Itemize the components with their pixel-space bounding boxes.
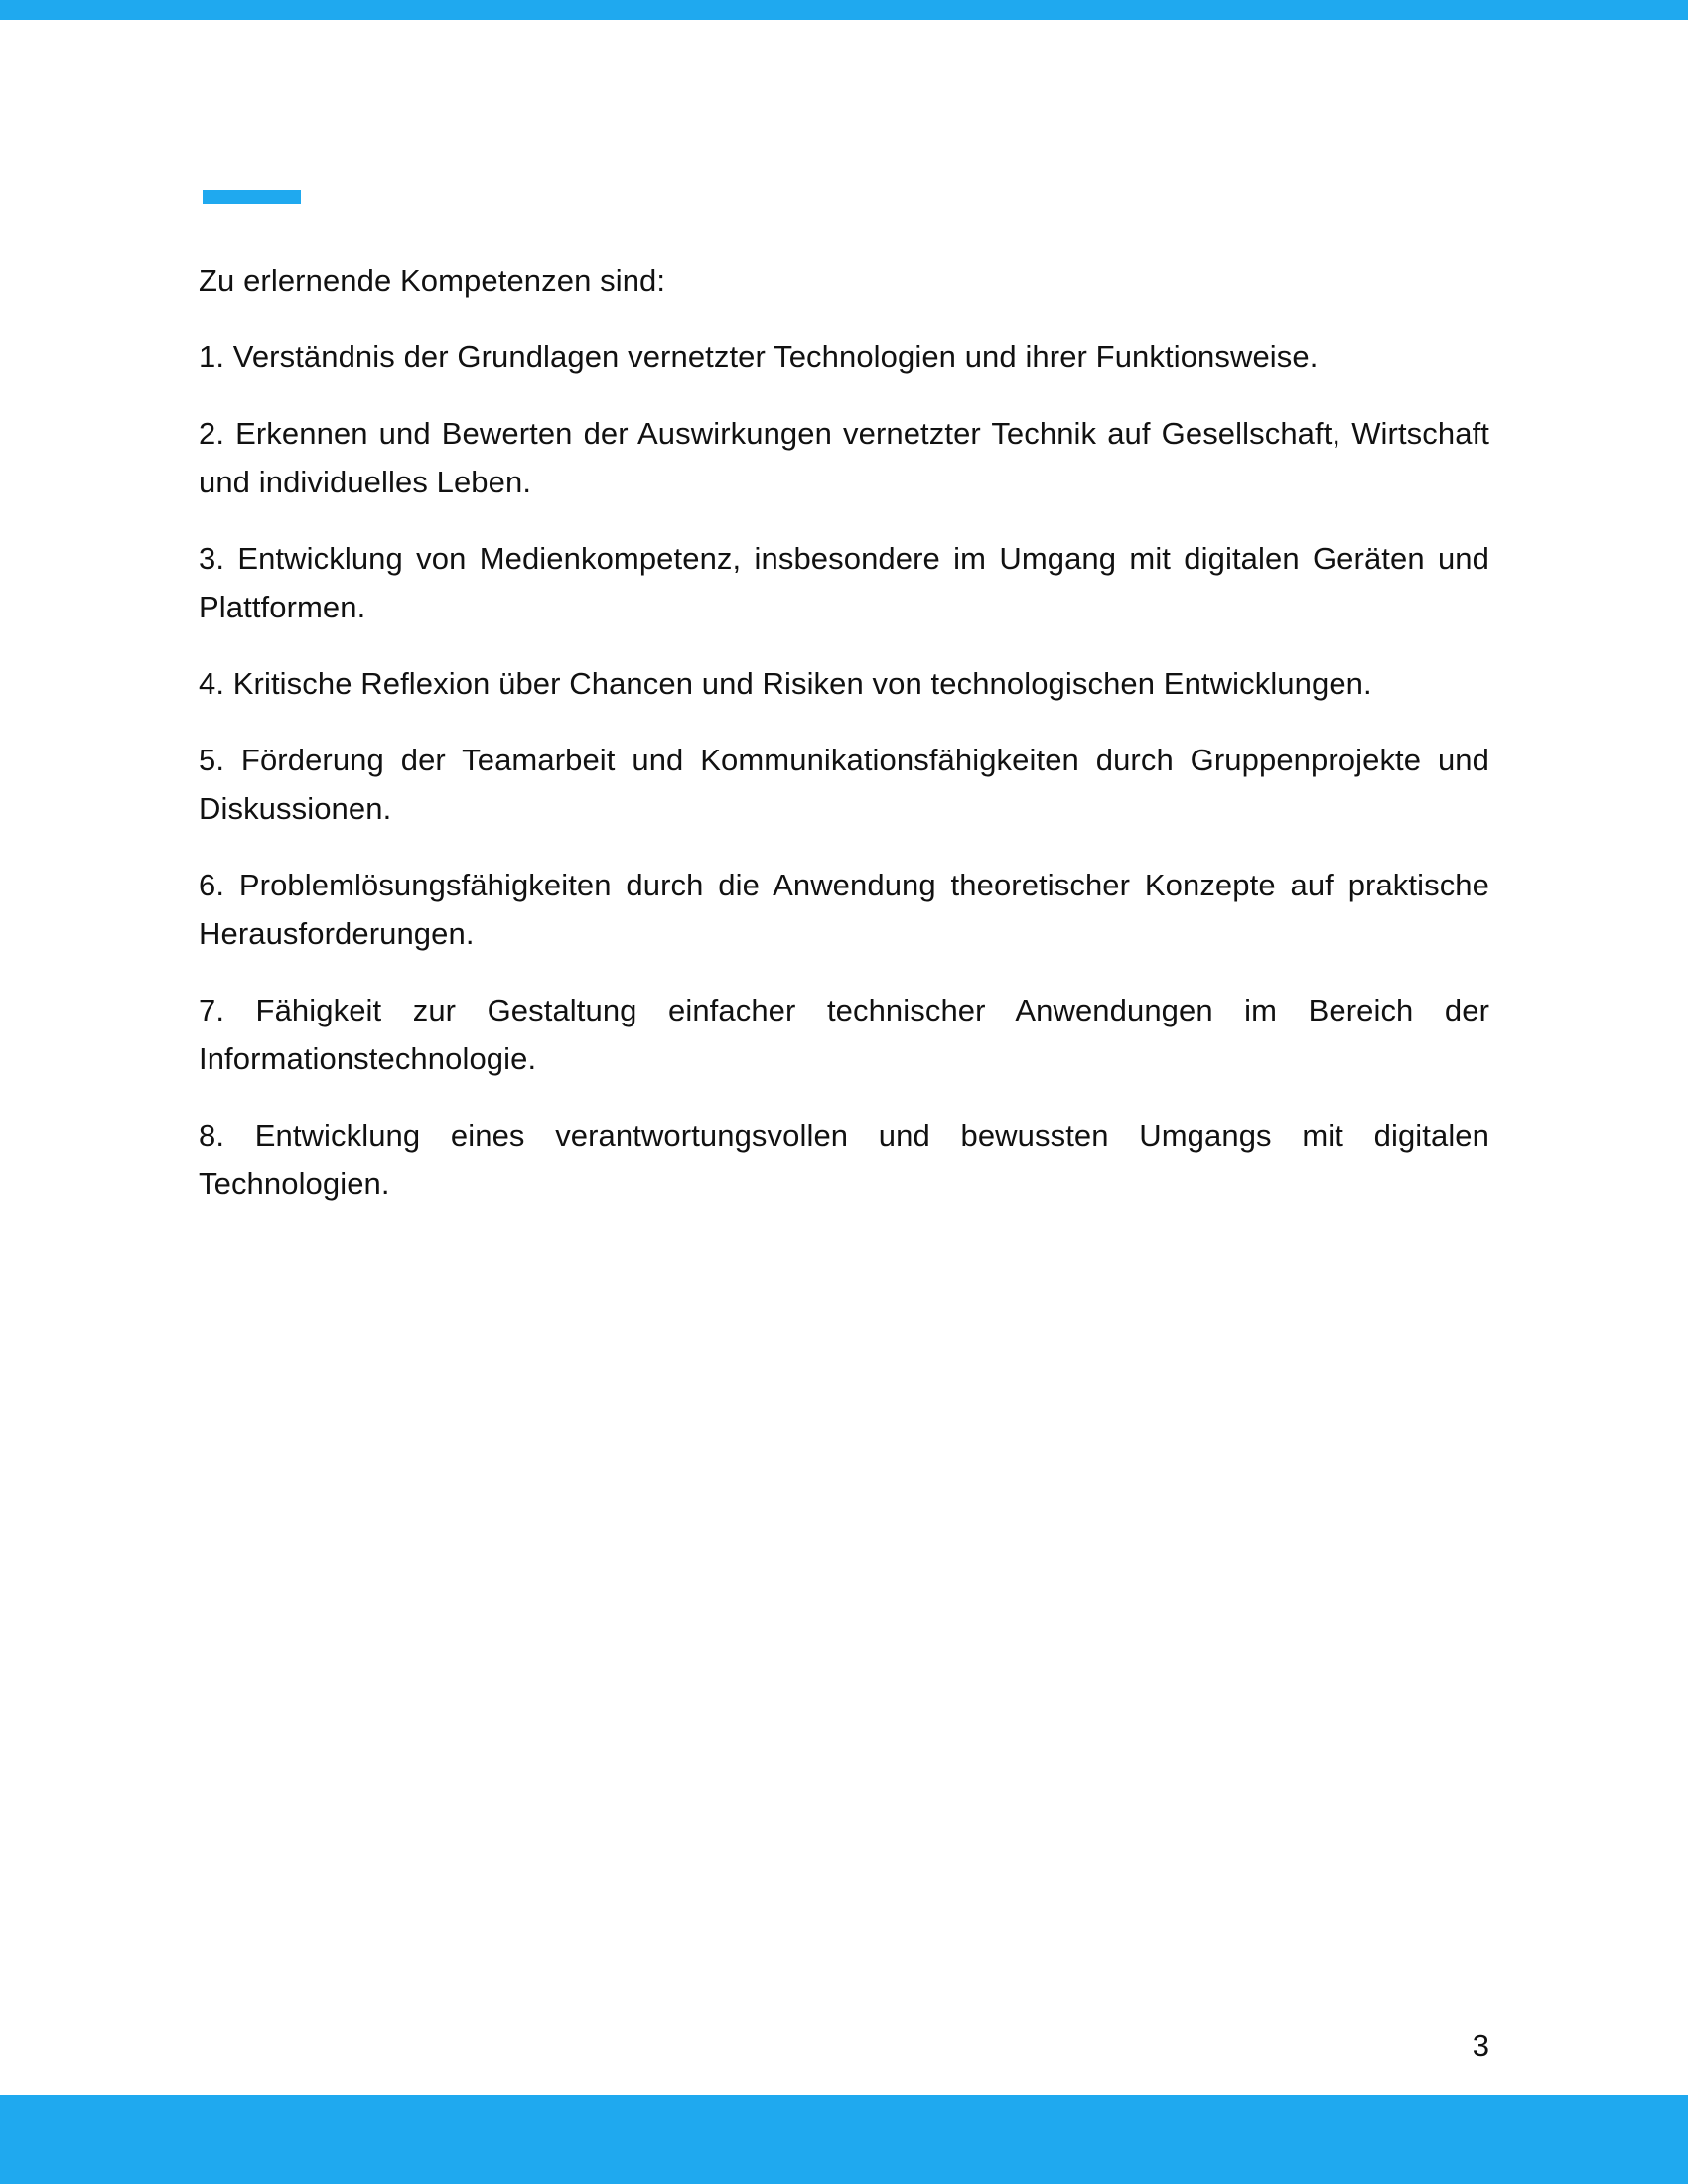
page-number: 3 [1472,2028,1489,2063]
intro-paragraph: Zu erlernende Kompetenzen sind: [199,263,666,298]
document-body [199,256,1489,1236]
list-item: 4. Kritische Reflexion über Chancen und Risiken von technologischen Entwicklungen. [199,666,1372,701]
list-item: 8. Entwicklung eines verantwortungsvollen und bewussten Umgangs mit digitalen Technologien. [199,1118,1489,1201]
list-item: 3. Entwicklung von Medienkompetenz, insbesondere im Umgang mit digitalen Geräten und Plattformen. [199,541,1489,624]
section-accent-bar [203,190,301,204]
list-item: 5. Förderung der Teamarbeit und Kommunikationsfähigkeiten durch Gruppenprojekte und Diskussionen. [199,743,1489,826]
bottom-accent-band [0,2095,1688,2184]
list-item: 6. Problemlösungsfähigkeiten durch die Anwendung theoretischer Konzepte auf praktische Herausforderungen. [199,868,1489,951]
top-accent-band [0,0,1688,20]
list-item: 1. Verständnis der Grundlagen vernetzter Technologien und ihrer Funktionsweise. [199,340,1319,374]
list-item: 2. Erkennen und Bewerten der Auswirkungen vernetzter Technik auf Gesellschaft, Wirtschaft und individuelles Leben. [199,416,1489,499]
list-item: 7. Fähigkeit zur Gestaltung einfacher technischer Anwendungen im Bereich der Informationstechnologie. [199,993,1489,1076]
